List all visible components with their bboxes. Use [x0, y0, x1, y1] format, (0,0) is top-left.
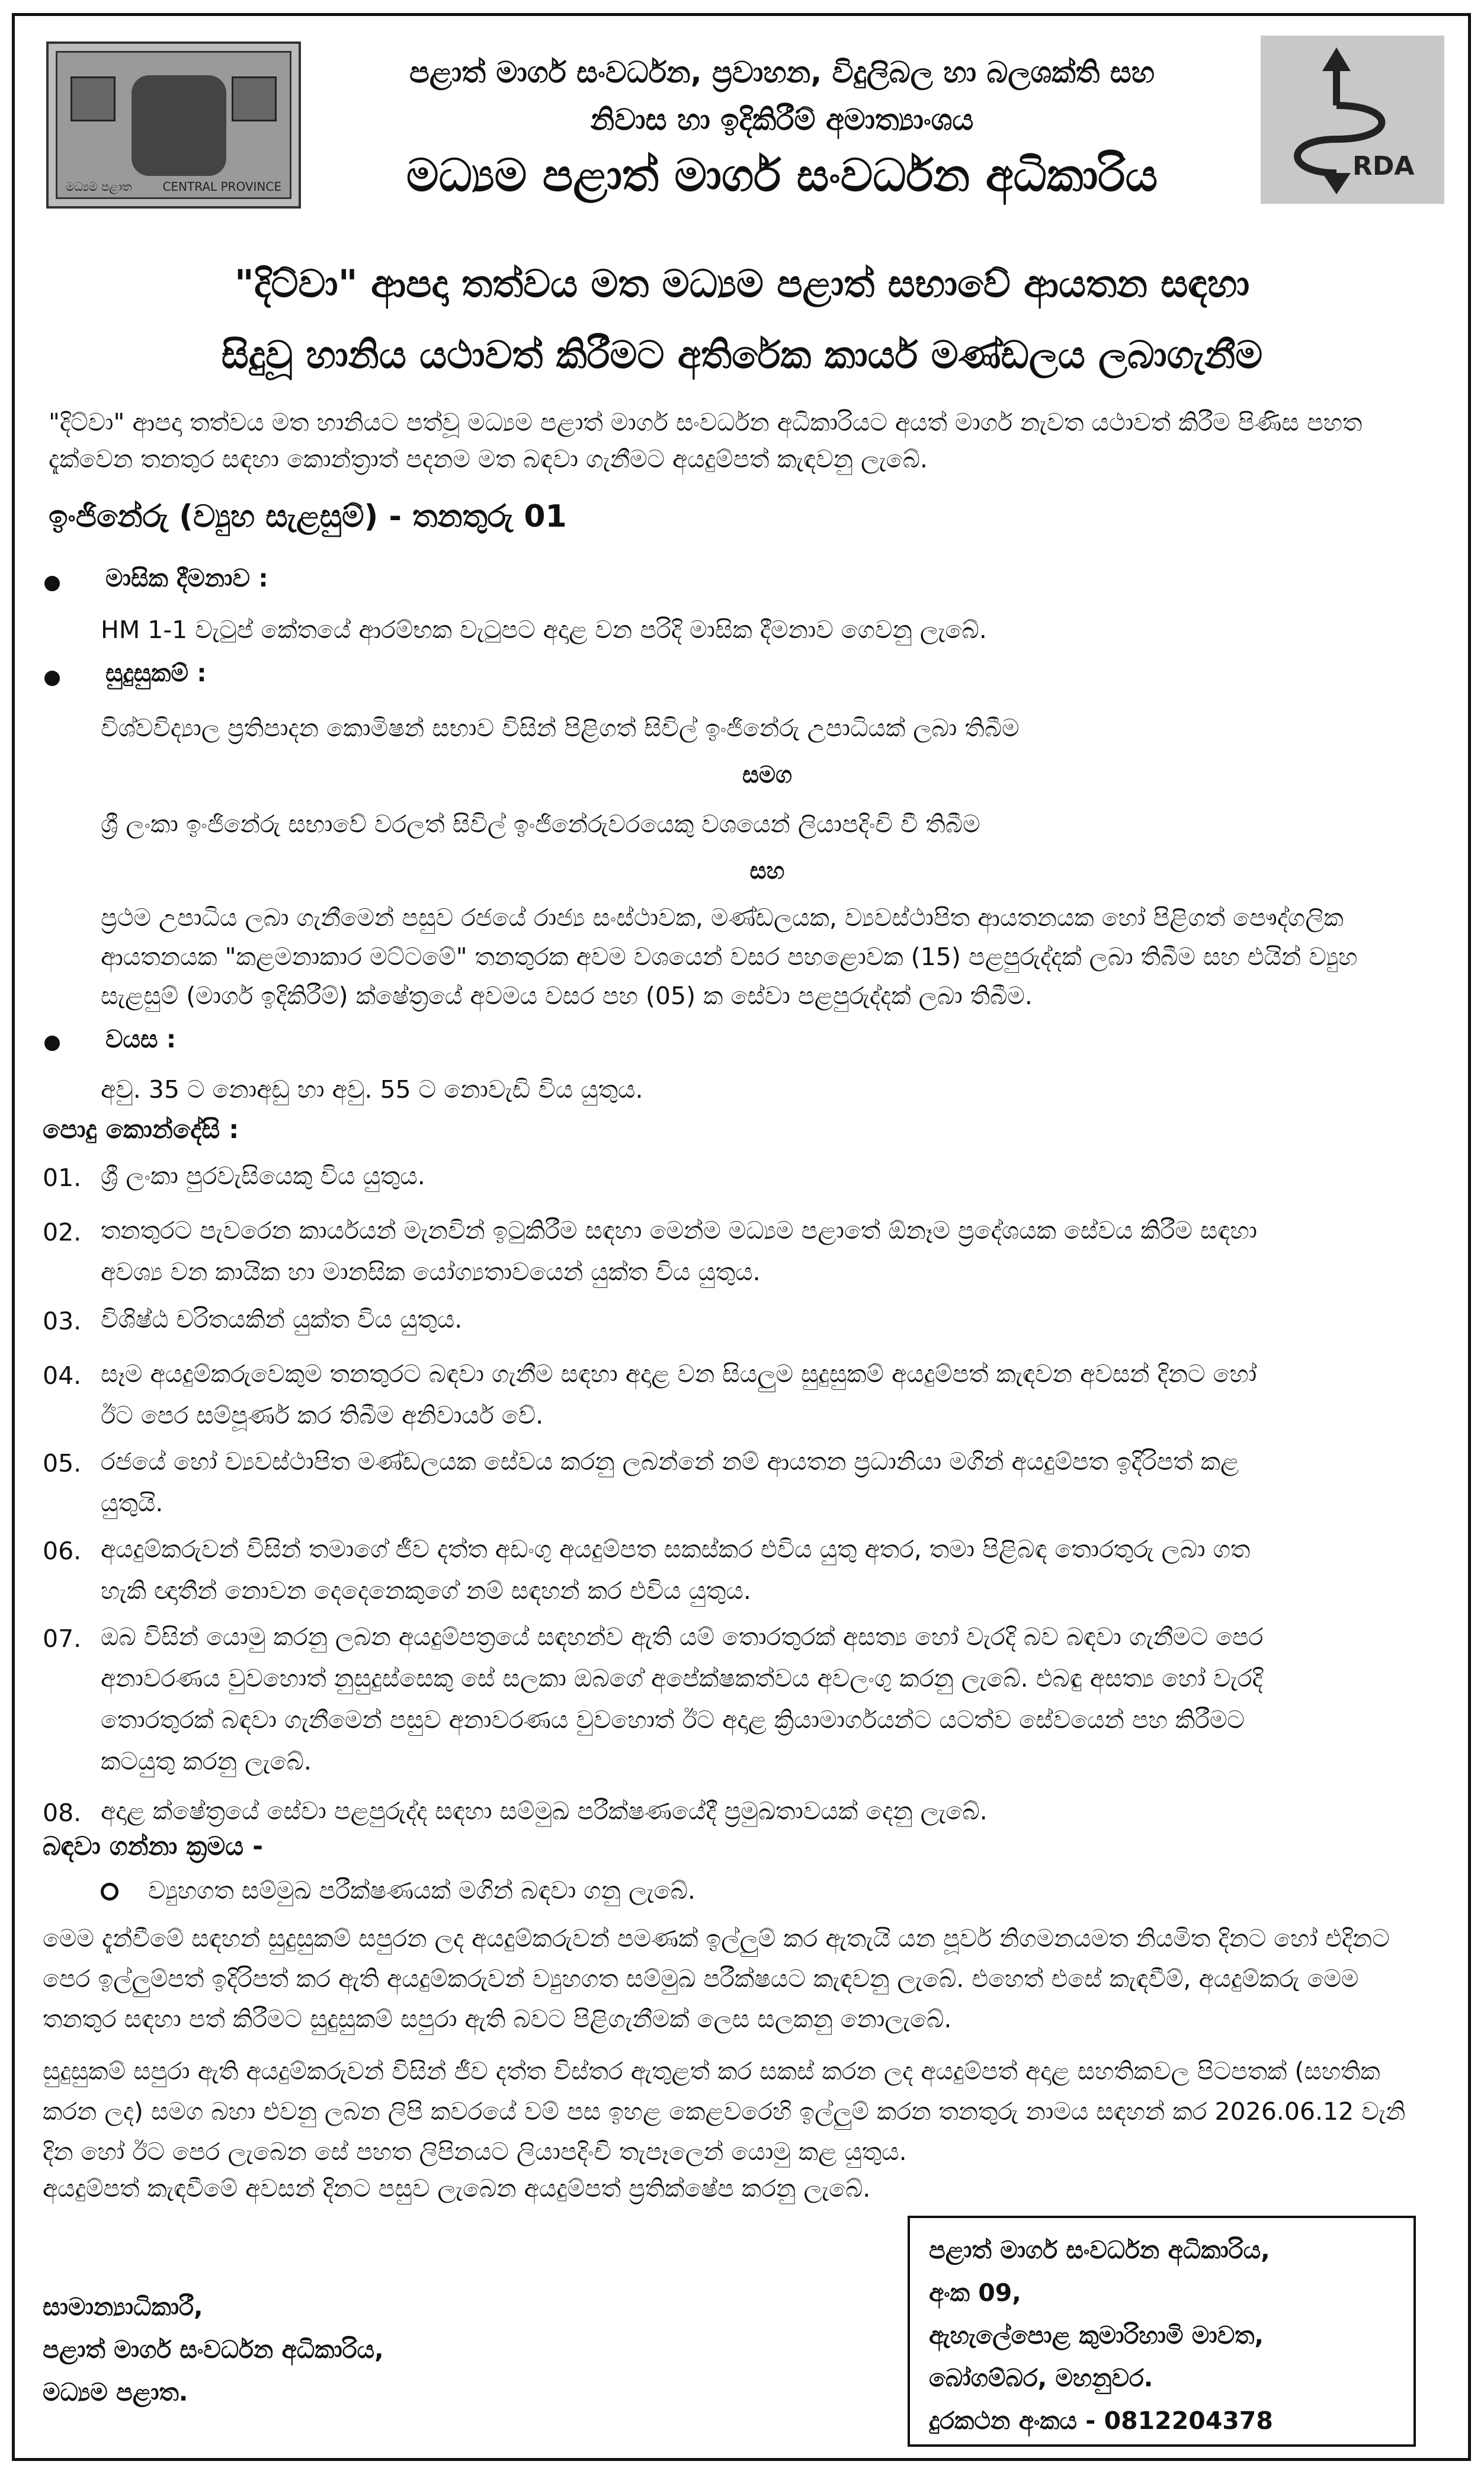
qualification-1: විශ්වවිද්‍යාල ප්‍රතිපාදන කොමිෂන් සභාව විසින් පිළිගත් සිවිල් ඉංජිනේරු උපාධියක් ලබා තිබීම	[101, 714, 1020, 742]
emblem-ornament-left	[70, 76, 116, 121]
bullet-icon	[44, 576, 60, 591]
condition-line: රජයේ හෝ ව්‍යවස්ථාපිත මණ්ඩලයක සේවය කරනු ලබන්නේ නම් ආයතන ප්‍රධානියා මගින් අයදුම්පත ඉදිරිපත් කළ	[101, 1447, 1239, 1476]
condition-line: අයදුම්කරුවන් විසින් තමාගේ ජීව දත්ත අඩංගු අයදුම්පත සකස්කර එවිය යුතු අතර, තමා පිළිබඳ තොරතුරු ලබා ගත	[101, 1535, 1251, 1563]
condition-4	[101, 1353, 1434, 1436]
qualification-connector-1: සමග	[742, 762, 792, 789]
rda-logo	[1261, 36, 1444, 204]
age-label: වයස :	[105, 1025, 177, 1053]
signatory-province: මධ්‍යම පළාත.	[43, 2378, 188, 2406]
emblem-caption-english: CENTRAL PROVINCE	[162, 180, 281, 194]
postal-address-box	[908, 2216, 1416, 2447]
intro-paragraph: "දිට්වා" ආපදා තත්වය මත හානියට පත්වූ මධ්‍යම පළාත් මාර්ග සංවර්ධන අධිකාරියට අයත් මාර්ග නැවත යථාවත් කිරීම පිණිස පහත දැක්වෙන තනතුර සඳහා කොන්ත්‍රාත් පදනම මත බඳවා ගැනීමට අයදුම්පත් කැඳවනු ලැබේ.	[49, 408, 1363, 473]
signature-block	[43, 2286, 384, 2414]
age-text: අවු. 35 ට නොඅඩු හා අවු. 55 ට නොවැඩි විය යුතුය.	[101, 1075, 643, 1104]
condition-line: ඊට පෙර සම්පූර්ණ කර තිබීම අනිවාර්ය වේ.	[101, 1401, 544, 1430]
notice-title-line-1: "දිට්වා" ආපදා තත්වය මත මධ්‍යම පළාත් සභාවේ ආයතන සඳහා	[234, 262, 1250, 306]
condition-line: හැකි ඥාතීන් නොවන දෙදෙනෙකුගේ නම් සඳහන් කර එවිය යුතුය.	[101, 1576, 751, 1605]
condition-5	[101, 1441, 1434, 1524]
emblem-caption-sinhala: මධ්‍යම පළාත	[66, 180, 132, 194]
condition-1	[101, 1155, 1434, 1197]
condition-number: 03.	[43, 1307, 82, 1335]
emblem-panel	[56, 51, 291, 199]
address-line: අංක 09,	[929, 2278, 1021, 2307]
submission-paragraph: සුදුසුකම් සපුරා ඇති අයදුම්කරුවන් විසින් ජීව දත්ත විස්තර ඇතුළත් කර සකස් කරන ලද අයදුම්පත් අදාළ සහතිකවල පිටපතක් (සහතික කරන ලද) සමග බහා එවනු ලබන ලිපි කවරයේ වම් පස ඉහළ කෙළවරෙහි ඉල්ලුම් කරන තනතුරු නාමය සඳහන් කර 2026.06.12 වැනි දින හෝ ඊට පෙර ලැබෙන සේ පහත ලිපිනයට ලියාපදිංචි තැපෑලෙන් යොමු කළ යුතුය.	[43, 2057, 1406, 2166]
signatory-organization: පළාත් මාර්ග සංවර්ධන අධිකාරිය,	[43, 2335, 384, 2364]
notice-title	[53, 249, 1431, 391]
eligibility-paragraph: මෙම දැන්වීමේ සඳහන් සුදුසුකම් සපුරන ලද අයදුම්කරුවන් පමණක් ඉල්ලුම් කර ඇතැයි යන පූර්ව නිගමනයමත නියමිත දිනට හෝ එදිනට පෙර ඉල්ලුම්පත් ඉදිරිපත් කර ඇති අයදුම්කරුවන් ව්‍යුහගත සම්මුඛ පරීක්ෂයට කැඳවනු ලැබේ. එහෙත් එසේ කැඳවීම්, අයදුම්කරු මෙම තනතුර සඳහා පත් කිරීමට සුදුසුකම් සපුරා ඇති බවට පිළිගැනීමක් ලෙස සලකනු නොලැබේ.	[43, 1924, 1390, 2033]
recruitment-method-text: ව්‍යුහගත සම්මුඛ පරීක්ෂණයක් මගින් බඳවා ගනු ලැබේ.	[148, 1876, 695, 1905]
condition-line: අනාවරණය වුවහොත් නුසුදුස්සෙකු සේ සලකා ඔබගේ අපේක්ෂකත්වය අවලංගු කරනු ලැබේ. එබඳු අසත්‍ය හෝ වැරදි	[101, 1664, 1263, 1693]
address-line: බෝගම්බර, මහනුවර.	[929, 2364, 1153, 2392]
address-line: ඇහැලේපොළ කුමාරිහාමි මාවත,	[929, 2321, 1264, 2350]
salary-label: මාසික දීමනාව :	[105, 564, 268, 592]
condition-line: අවශ්‍ය වන කායික හා මානසික යෝග්‍යතාවයෙන් යුක්ත විය යුතුය.	[101, 1258, 761, 1286]
rda-logo-text: RDA	[1352, 151, 1415, 181]
condition-number: 06.	[43, 1537, 82, 1565]
bullet-icon	[44, 671, 60, 686]
condition-6	[101, 1528, 1434, 1611]
condition-line: තොරතුරක් බඳවා ගැනීමෙන් පසුව අනාවරණය වුවහොත් ඊට අදාළ ක්‍රියාමාර්ගයන්ට යටත්ව සේවයෙන් පහ කිරීමට	[101, 1706, 1245, 1734]
authority-name: මධ්‍යම පළාත් මාර්ග සංවර්ධන අධිකාරිය	[406, 149, 1158, 201]
central-province-emblem	[46, 41, 301, 209]
bullet-icon	[44, 1036, 60, 1051]
emblem-ornament-right	[232, 76, 277, 121]
notice-title-line-2: සිදුවූ හානිය යථාවත් කිරීමට අතිරේක කාර්ය මණ්ඩලය ලබාගැනීම	[221, 334, 1263, 377]
late-application-note: අයදුම්පත් කැඳවීමේ අවසන් දිනට පසුව ලැබෙන අයදුම්පත් ප්‍රතික්ෂේප කරනු ලැබේ.	[43, 2174, 871, 2203]
address-line: පළාත් මාර්ග සංවර්ධන අධිකාරිය,	[929, 2236, 1270, 2264]
phone-line: දුරකථන අංකය - 0812204378	[929, 2406, 1273, 2435]
condition-3	[101, 1299, 1434, 1340]
condition-line: අදාළ ක්ෂේත්‍රයේ සේවා පළපුරුද්ද සඳහා සම්මුඛ පරීක්ෂණයේදී ප්‍රමුඛතාවයක් දෙනු ලැබේ.	[101, 1797, 988, 1825]
condition-number: 01.	[43, 1164, 82, 1192]
condition-number: 04.	[43, 1361, 82, 1390]
condition-line: කටයුතු කරනු ලැබේ.	[101, 1747, 312, 1776]
circle-bullet-icon	[101, 1883, 118, 1901]
condition-number: 08.	[43, 1799, 82, 1827]
condition-number: 05.	[43, 1449, 82, 1478]
recruitment-method-label: බඳවා ගන්නා ක්‍රමය -	[43, 1832, 263, 1861]
condition-line: විශිෂ්ඨ චරිතයකින් යුක්ත විය යුතුය.	[101, 1305, 463, 1334]
condition-number: 07.	[43, 1624, 82, 1653]
condition-line: ඔබ විසින් යොමු කරනු ලබන අයදුම්පත්‍රයේ සඳහන්ව ඇති යම් තොරතුරක් අසත්‍ය හෝ වැරදි බව බඳවා ගැනීමට පෙර	[101, 1623, 1264, 1651]
ministry-line-1: පළාත් මාර්ග සංවර්ධන, ප්‍රවාහන, විදුලිබල හා බලශක්ති සහ	[409, 55, 1155, 89]
position-title: ඉංජිනේරු (ව්‍යුහ සැළසුම්) - තනතුරු 01	[49, 499, 567, 534]
condition-7	[101, 1616, 1434, 1782]
general-conditions-label: පොදු කොන්දේසි :	[43, 1115, 239, 1145]
qualifications-label: සුදුසුකම් :	[105, 659, 207, 687]
lion-icon	[132, 75, 226, 176]
condition-number: 02.	[43, 1218, 82, 1246]
signatory-title: සාමාන්‍යාධිකාරී,	[43, 2293, 203, 2321]
qualification-2: ශ්‍රී ලංකා ඉංජිනේරු සභාවේ වරලත් සිවිල් ඉංජිනේරුවරයෙකු වශයෙන් ලියාපදිංචි වී තිබීම	[101, 810, 980, 838]
ministry-line-2: නිවාස හා ඉදිකිරීම් අමාත්‍යාංශය	[590, 102, 974, 137]
condition-line: යුතුයි.	[101, 1489, 164, 1517]
qualification-connector-2: සහ	[749, 858, 785, 885]
condition-line: සෑම අයදුම්කරුවෙකුම තනතුරට බඳවා ගැනීම සඳහා අදාළ වන සියලුම සුදුසුකම් අයදුම්පත් කැඳවන අවසන් දිනට හෝ	[101, 1360, 1257, 1388]
condition-line: තනතුරට පැවරෙන කාර්යයන් මැනවින් ඉටුකිරීම සඳහා මෙන්ම මධ්‍යම පළාතේ ඕනෑම ප්‍රදේශයක සේවය කිරීම සඳහා	[101, 1216, 1258, 1245]
condition-line: ශ්‍රී ලංකා පුරවැසියෙකු විය යුතුය.	[101, 1162, 425, 1190]
condition-8	[101, 1790, 1434, 1832]
condition-2	[101, 1210, 1434, 1293]
salary-text: HM 1-1 වැටුප් කේතයේ ආරම්භක වැටුපට අදාළ වන පරිදි මාසික දීමනාව ගෙවනු ලැබේ.	[101, 616, 987, 644]
ministry-name	[320, 49, 1244, 143]
qualification-3: ප්‍රථම උපාධිය ලබා ගැනීමෙන් පසුව රජයේ රාජ්‍ය සංස්ථාවක, මණ්ඩලයක, ව්‍යවස්ථාපිත ආයතනයක හෝ පිළිගත් පෞද්ගලික ආයතනයක "කළමනාකාර මට්ටමේ" තනතුරක අවම වශයෙන් වසර පහළොවක (15) පළපුරුද්දක් ලබා තිබීම සහ එයින් ව්‍යුහ සැළසුම් (මාර්ග ඉදිකිරීම්) ක්ෂේත්‍රයේ අවමය වසර පහ (05) ක සේවා පළපුරුද්දක් ලබා තිබීම.	[101, 903, 1358, 1010]
